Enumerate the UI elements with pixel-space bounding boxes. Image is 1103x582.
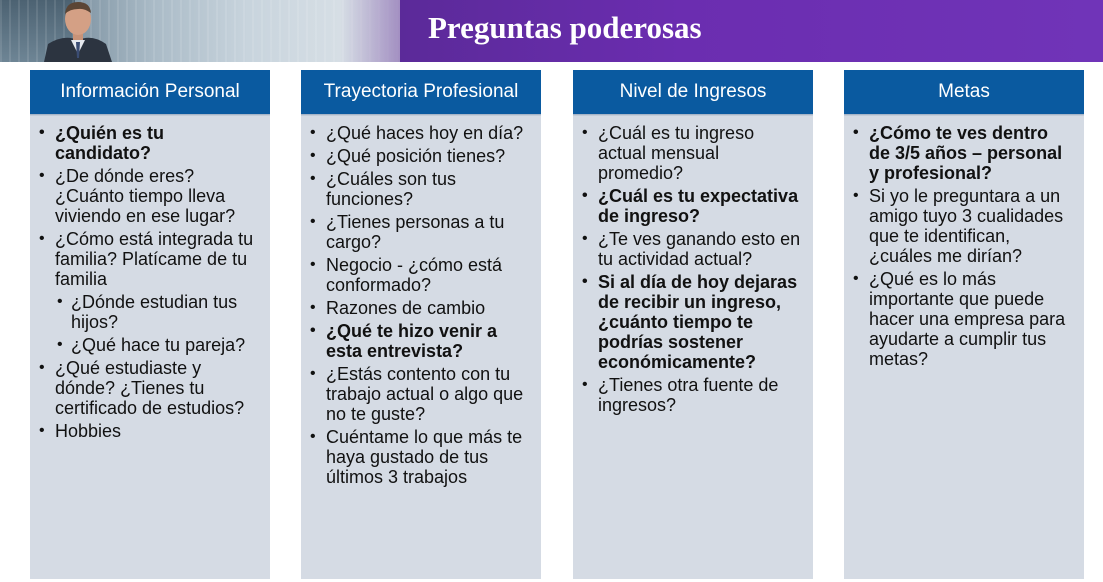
list-item: • ¿Quién es tu candidato? bbox=[42, 123, 260, 163]
list-item: • Si al día de hoy dejaras de recibir un ingreso, ¿cuánto tiempo te podrías sostener económicamente? bbox=[585, 272, 803, 372]
list-item: • Negocio - ¿cómo está conformado? bbox=[313, 255, 531, 295]
businessman-photo bbox=[38, 0, 118, 62]
question-list bbox=[313, 123, 531, 487]
list-item: • ¿Cómo te ves dentro de 3/5 años – personal y profesional? bbox=[856, 123, 1074, 183]
banner-fade bbox=[340, 0, 400, 62]
column-header: Nivel de Ingresos bbox=[573, 70, 813, 115]
list-item: • ¿Qué haces hoy en día? bbox=[313, 123, 531, 143]
list-item: • ¿Qué te hizo venir a esta entrevista? bbox=[313, 321, 531, 361]
sub-list-item: • ¿Dónde estudian tus hijos? bbox=[55, 292, 260, 332]
list-item-text: ¿Cómo está integrada tu familia? Platícame de tu familia bbox=[55, 229, 254, 289]
question-list bbox=[585, 123, 803, 415]
column-nivel-de-ingresos bbox=[573, 70, 813, 579]
column-trayectoria-profesional bbox=[301, 70, 541, 579]
question-list bbox=[42, 123, 260, 441]
list-item: • Cuéntame lo que más te haya gustado de tus últimos 3 trabajos bbox=[313, 427, 531, 487]
question-list bbox=[856, 123, 1074, 369]
list-item: • ¿Qué posición tienes? bbox=[313, 146, 531, 166]
list-item: • Hobbies bbox=[42, 421, 260, 441]
list-item: • ¿De dónde eres? ¿Cuánto tiempo lleva viviendo en ese lugar? bbox=[42, 166, 260, 226]
banner-photo bbox=[0, 0, 400, 62]
list-item: • ¿Te ves ganando esto en tu actividad actual? bbox=[585, 229, 803, 269]
list-item: • ¿Qué estudiaste y dónde? ¿Tienes tu certificado de estudios? bbox=[42, 358, 260, 418]
column-header: Información Personal bbox=[30, 70, 270, 115]
page-title: Preguntas poderosas bbox=[428, 10, 702, 45]
list-item bbox=[42, 229, 260, 355]
column-informacion-personal bbox=[30, 70, 270, 579]
list-item: • Si yo le preguntara a un amigo tuyo 3 cualidades que te identifican, ¿cuáles me dirían? bbox=[856, 186, 1074, 266]
column-header: Metas bbox=[844, 70, 1084, 115]
sub-list bbox=[55, 292, 260, 355]
list-item: • ¿Cuál es tu expectativa de ingreso? bbox=[585, 186, 803, 226]
list-item: • ¿Cuál es tu ingreso actual mensual promedio? bbox=[585, 123, 803, 183]
column-header: Trayectoria Profesional bbox=[301, 70, 541, 115]
list-item: • ¿Tienes otra fuente de ingresos? bbox=[585, 375, 803, 415]
column-metas bbox=[844, 70, 1084, 579]
list-item: • ¿Estás contento con tu trabajo actual o algo que no te guste? bbox=[313, 364, 531, 424]
list-item: • Razones de cambio bbox=[313, 298, 531, 318]
list-item: • ¿Cuáles son tus funciones? bbox=[313, 169, 531, 209]
list-item: • ¿Tienes personas a tu cargo? bbox=[313, 212, 531, 252]
list-item: • ¿Qué es lo más importante que puede hacer una empresa para ayudarte a cumplir tus metas? bbox=[856, 269, 1074, 369]
sub-list-item: • ¿Qué hace tu pareja? bbox=[55, 335, 260, 355]
